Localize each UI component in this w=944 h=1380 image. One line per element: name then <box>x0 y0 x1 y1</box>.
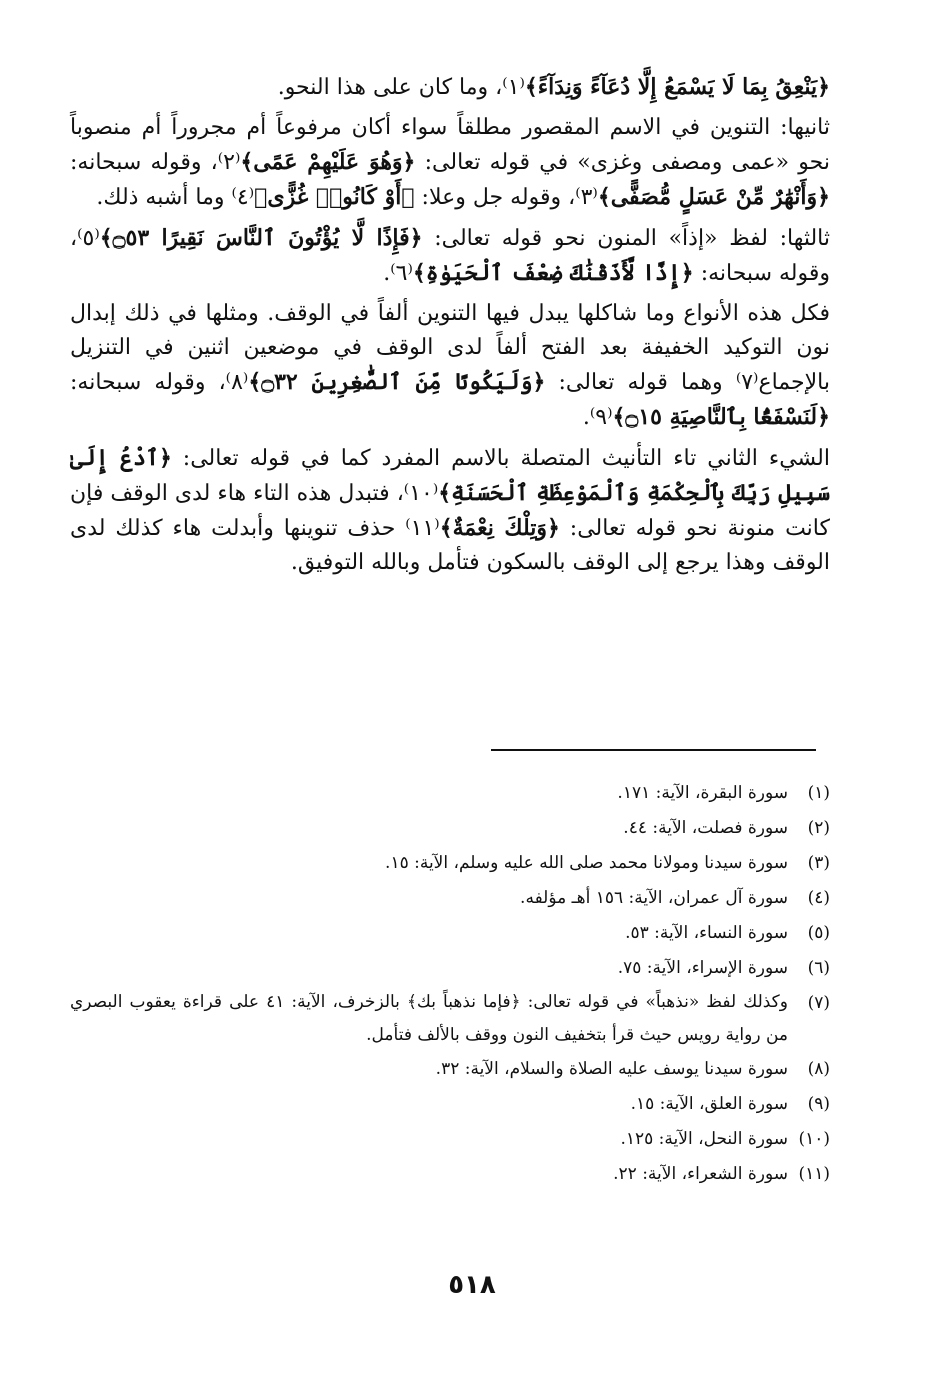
paragraph-text: ⁽١٠⁾، فتبدل هذه التاء هاء لدى الوقف فإن كانت منونة نحو قوله تعالى: <box>70 481 830 541</box>
footnote-item <box>70 881 830 916</box>
paragraph-text: ثانيها: التنوين في الاسم المقصور مطلقاً سواء أكان مرفوعاً أم مجروراً أم منصوباً نحو «عمى ومصفى وغزى» في قوله تعالى: <box>70 115 830 175</box>
footnote-item <box>70 1157 830 1192</box>
footnote-number: (٦) <box>807 958 830 978</box>
footnote-number: (١١) <box>798 1164 830 1184</box>
footnote-text: سورة الشعراء، الآية: ٢٢. <box>613 1164 788 1184</box>
quran-verse: ﴿وَتِلْكَ نِعْمَةٌ﴾ <box>439 515 560 541</box>
footnote-text: سورة آل عمران، الآية: ١٥٦ أهـ مؤلفه. <box>520 888 788 908</box>
paragraph-text: ⁽١١⁾ حذف تنوينها وأبدلت هاء كذلك لدى الوقف وهذا يرجع إلى الوقف بالسكون فتأمل وبالله التوفيق. <box>70 516 830 575</box>
quran-verse: ﴿وَأَنْهَٰرٌ مِّنْ عَسَلٍ مُّصَفًّى﴾ <box>597 184 830 210</box>
footnote-number: (٣) <box>807 853 830 873</box>
quran-verse: ﴿فَإِذًا لَّا يُؤْتُونَ ٱلنَّاسَ نَقِيرًا ۝٥٣﴾ <box>99 225 423 251</box>
footnote-item <box>70 846 830 881</box>
paragraph-5 <box>70 441 830 580</box>
quran-verse: ﴿لَنَسْفَعًۢا بِٱلنَّاصِيَةِ ۝١٥﴾ <box>612 404 830 430</box>
paragraph-text: ⁽٩⁾. <box>582 405 613 430</box>
paragraph-text: ⁽٤⁾ وما أشبه ذلك. <box>96 185 255 210</box>
quran-verse: ﴿يَنْعِقُ بِمَا لَا يَسْمَعُ إِلَّا دُعَآءً وَنِدَآءً﴾ <box>524 74 830 100</box>
footnote-item <box>70 986 830 1052</box>
paragraph-1 <box>70 70 830 105</box>
footnote-text: سورة سيدنا يوسف عليه الصلاة والسلام، الآية: ٣٢. <box>435 1059 788 1079</box>
footnote-text: سورة النساء، الآية: ٥٣. <box>625 923 788 943</box>
footnote-item <box>70 811 830 846</box>
quran-verse: ﴿إِذًا لَّأَذَقْنَٰكَ ضِعْفَ ٱلْحَيَوٰةِ﴾ <box>412 260 694 286</box>
paragraph-2 <box>70 111 830 215</box>
footnote-item <box>70 1087 830 1122</box>
paragraph-3 <box>70 221 830 291</box>
footnotes <box>70 776 830 1192</box>
footnote-text: وكذلك لفظ «نذهباً» في قوله تعالى: ﴿فإما نذهباً بك﴾ بالزخرف، الآية: ٤١ على قراءة يعقوب البصري من رواية رويس حيث قرأ بتخفيف النون ووقف بالألف فتأمل. <box>70 992 788 1045</box>
paragraph-text: ثالثها: لفظ «إذاً» المنون نحو قوله تعالى: <box>422 226 831 251</box>
footnote-number: (١٠) <box>798 1129 830 1149</box>
footnote-item <box>70 951 830 986</box>
footnote-separator <box>491 749 816 751</box>
footnote-number: (٤) <box>807 888 830 908</box>
page-body <box>70 70 830 586</box>
paragraph-text: فكل هذه الأنواع وما شاكلها يبدل فيها التنوين ألفاً في الوقف. ومثلها في ذلك إبدال نون التوكيد الخفيفة بعد الفتح ألفاً لدى الوقف في موضعين اثنين في التنزيل بالإجماع⁽٧⁾ وهما قوله تعالى: <box>70 301 830 395</box>
paragraph-text: ⁽٥⁾، وقوله سبحانه: <box>70 226 830 286</box>
footnote-item <box>70 916 830 951</box>
footnote-text: سورة النحل، الآية: ١٢٥. <box>620 1129 788 1149</box>
main-text <box>70 70 830 580</box>
quran-verse: ﴿ٱدْعُ إِلَىٰ سَبِيلِ رَبِّكَ بِٱلْحِكْمَةِ وَٱلْمَوْعِظَةِ ٱلْحَسَنَةِ﴾ <box>70 445 830 506</box>
footnote-item <box>70 1052 830 1087</box>
paragraph-text: ⁽٣⁾، وقوله جل وعلا: <box>414 185 598 210</box>
footnote-number: (٨) <box>807 1059 830 1079</box>
footnote-text: سورة الإسراء، الآية: ٧٥. <box>617 958 788 978</box>
footnote-number: (٩) <box>807 1094 830 1114</box>
paragraph-text: ⁽٦⁾. <box>383 261 413 286</box>
footnote-item <box>70 776 830 811</box>
footnote-text: سورة فصلت، الآية: ٤٤. <box>623 818 788 838</box>
page-number: ٥١٨ <box>448 1270 496 1300</box>
footnote-number: (٥) <box>807 923 830 943</box>
footnote-text: سورة البقرة، الآية: ١٧١. <box>617 783 788 803</box>
footnote-number: (١) <box>807 783 830 803</box>
paragraph-text: الشيء الثاني تاء التأنيث المتصلة بالاسم المفرد كما في قوله تعالى: <box>171 446 830 471</box>
quran-verse: ﴿أَوْ كَانُوا۟ غُزًّى﴾ <box>254 184 415 210</box>
paragraph-text: ⁽١⁾، وما كان على هذا النحو. <box>277 75 525 100</box>
footnote-text: سورة سيدنا ومولانا محمد صلى الله عليه وسلم، الآية: ١٥. <box>385 853 788 873</box>
footnote-number: (٧) <box>807 993 830 1013</box>
footnote-text: سورة العلق، الآية: ١٥. <box>630 1094 788 1114</box>
footnote-item <box>70 1122 830 1157</box>
paragraph-text: ⁽٢⁾، وقوله سبحانه: <box>70 150 241 175</box>
paragraph-text: ⁽٨⁾، وقوله سبحانه: <box>70 370 249 395</box>
footnote-number: (٢) <box>807 818 830 838</box>
quran-verse: ﴿وَلَيَكُونًا مِّنَ ٱلصَّٰغِرِينَ ۝٣٢﴾ <box>248 369 546 395</box>
paragraph-4 <box>70 297 830 435</box>
quran-verse: ﴿وَهُوَ عَلَيْهِمْ عَمًى﴾ <box>240 149 416 175</box>
